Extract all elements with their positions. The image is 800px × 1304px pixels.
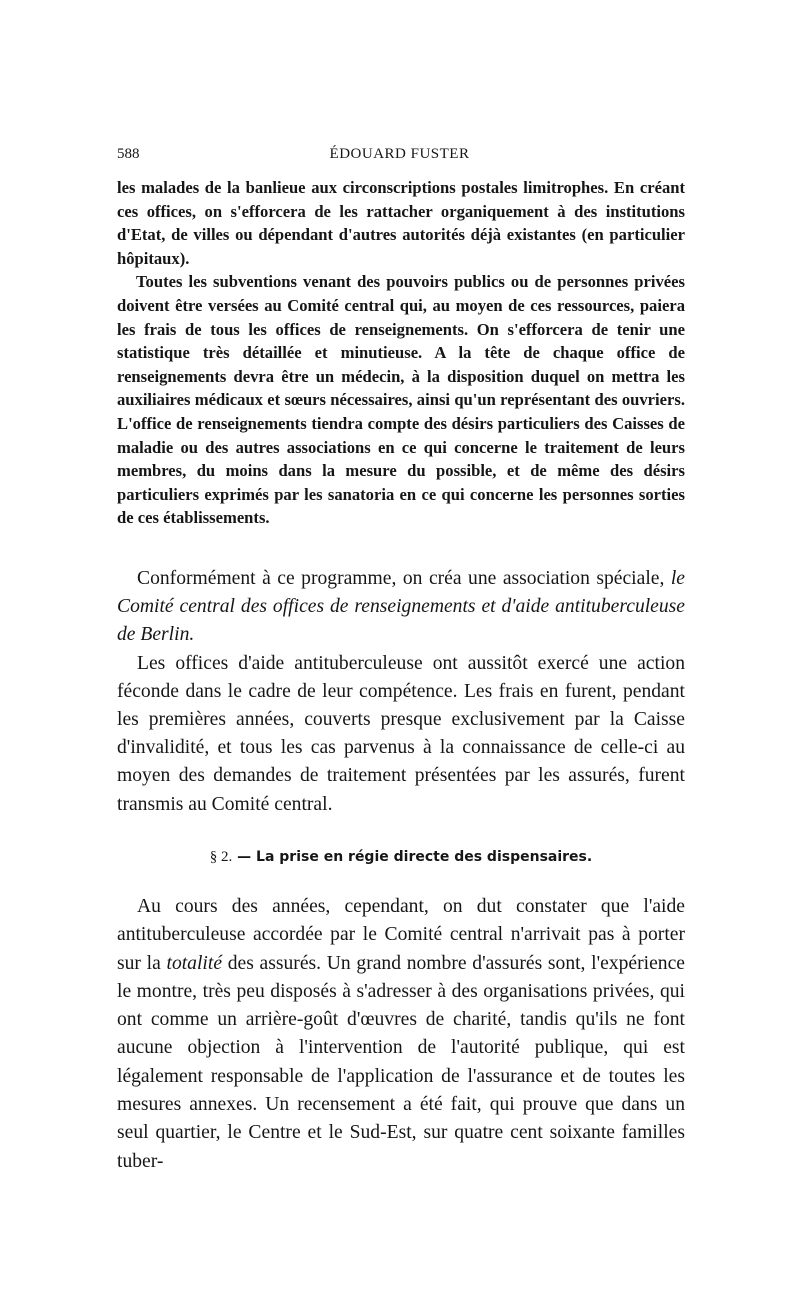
running-head [117, 146, 682, 168]
body-text-section-2 [117, 893, 685, 1176]
section-title: — La prise en régie directe des dispensaires. [232, 849, 593, 865]
section-heading [117, 846, 685, 868]
quoted-program-text [117, 176, 685, 530]
page-number: 588 [117, 146, 140, 162]
body-paragraph-3 [117, 893, 685, 1176]
running-title: ÉDOUARD FUSTER [329, 146, 470, 162]
body-paragraph-3-start: Au cours des années, cependant, on dut constater que l'aide antituberculeuse accordée par le Comité central n'arrivait pas à porter sur la [117, 896, 685, 974]
totalite-italic: totalité [166, 952, 223, 974]
quote-paragraph-1: les malades de la banlieue aux circonscriptions postales limitrophes. En créant ces offices, on s'efforcera de les rattacher organiquement à des institutions d'Etat, de villes ou dépendant d'autres autorités déjà existantes (en particulier hôpitaux). [117, 178, 685, 268]
body-text-section-1 [117, 565, 685, 819]
section-number: § 2. [209, 849, 233, 865]
body-paragraph-1 [117, 565, 685, 650]
body-paragraph-2: Les offices d'aide antituberculeuse ont aussitôt exercé une action féconde dans le cadre de leur compétence. Les frais en furent, pendant les premières années, couverts presque exclusivement par la Caisse d'invalidité, et tous les cas parvenus à la connaissance de celle-ci au moyen des demandes de traitement présentées par les assurés, furent transmis au Comité central. [117, 652, 685, 815]
association-name-italic: le Comité central des offices de renseignements et d'aide antituberculeuse de Berlin. [117, 568, 685, 646]
body-paragraph-3-end: des assurés. Un grand nombre d'assurés sont, l'expérience le montre, très peu disposés à s'adresser à des organisations privées, qui ont comme un arrière-goût d'œuvres de charité, tandis qu'ils ne font aucune objection à l'intervention de l'autorité publique, qui est légalement responsable de l'application de l'assurance et de toutes les mesures annexes. Un recensement a été fait, qui prouve que dans un seul quartier, le Centre et le Sud-Est, sur quatre cent soixante familles tuber- [117, 952, 685, 1172]
quote-paragraph-2: Toutes les subventions venant des pouvoirs publics ou de personnes privées doivent être versées au Comité central qui, au moyen de ces ressources, paiera les frais de tous les offices de renseignements. On s'efforcera de tenir une statistique très détaillée et minutieuse. A la tête de chaque office de renseignements devra être un médecin, à la disposition duquel on mettra les auxiliaires médicaux et sœurs nécessaires, ainsi qu'un représentant des ouvriers. L'office de renseignements tiendra compte des désirs particuliers des Caisses de maladie ou des autres associations en ce qui concerne le traitement de leurs membres, du moins dans la mesure du possible, et de même des désirs particuliers exprimés par les sanatoria en ce qui concerne les personnes sorties de ces établissements. [117, 272, 685, 528]
body-paragraph-1-text: Conformément à ce programme, on créa une association spéciale, [137, 568, 671, 589]
